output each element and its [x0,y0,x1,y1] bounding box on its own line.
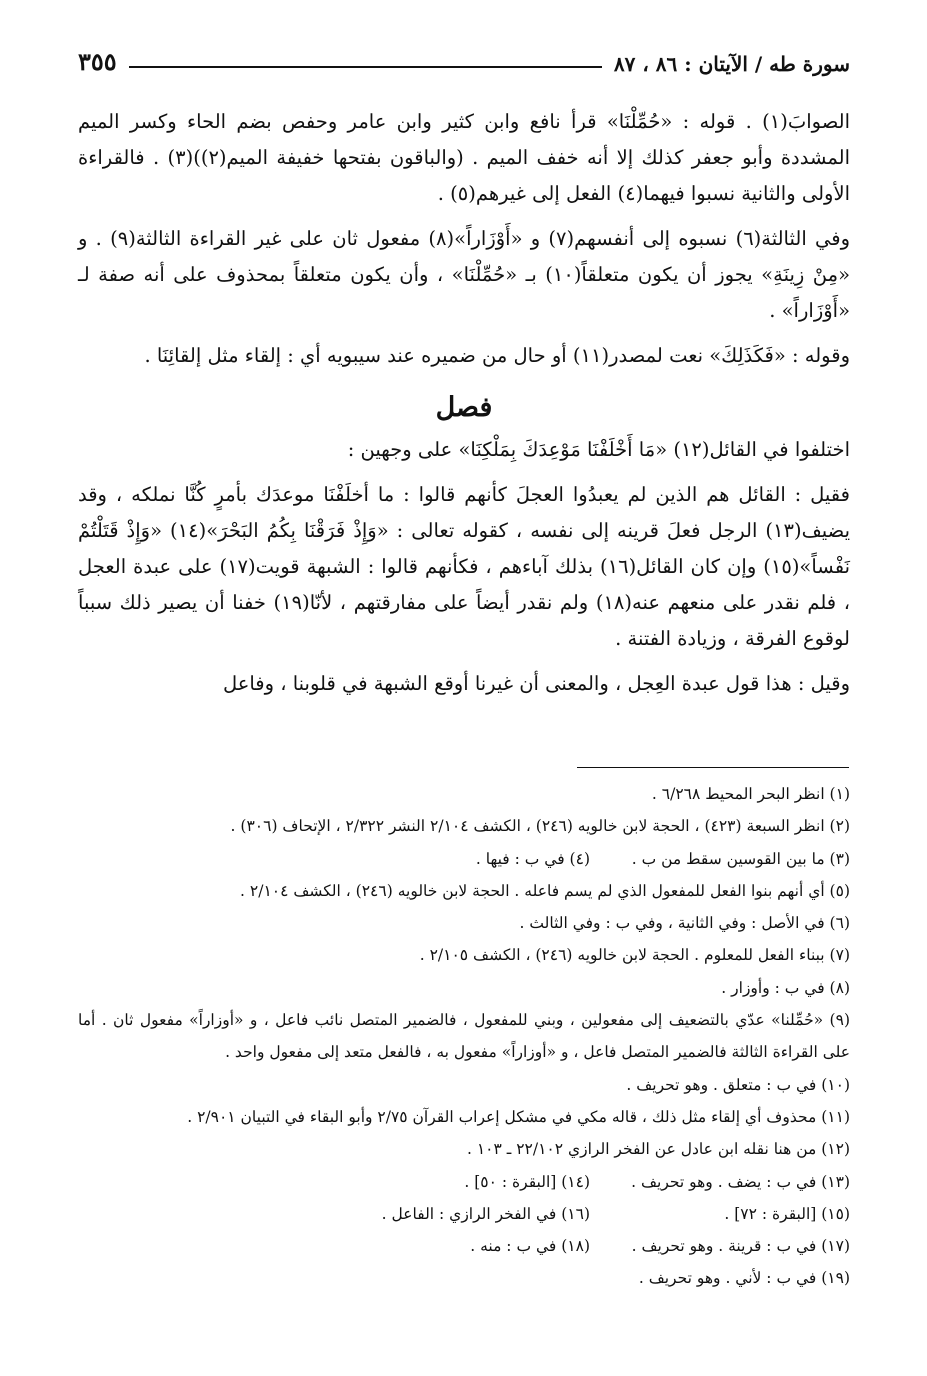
footnote: (١٧) في ب : قرينة . وهو تحريف . [631,1237,850,1256]
footnote: (٩) «حُمِّلنا» عدّي بالتضعيف إلى مفعولين ، وبني للمفعول ، فالضمير المتصل نائب فاعل ، و «أوزاراً» مفعول ثان . أما على القراءة الثالثة فالضمير المتصل فاعل ، و «أوزاراً» مفعول به ، فالفعل متعد إلى مفعول واحد . [78,1011,850,1062]
paragraph: وقيل : هذا قول عبدة العِجل ، والمعنى أن غيرنا أوقع الشبهة في قلوبنا ، وفاعل [222,672,850,695]
footnote-pair [78,1230,850,1262]
footnote: (١٣) في ب : يضف . وهو تحريف . [631,1172,850,1191]
footnote: (١٤) [البقرة : ٥٠] . [464,1172,590,1191]
footnote-pair [78,1166,850,1198]
footnote: (٧) ببناء الفعل للمعلوم . الحجة لابن خالويه (٢٤٦) ، الكشف ٢/١٠٥ . [419,946,850,965]
footnote: (٨) في ب : وأوزار . [721,978,850,997]
paragraph: فقيل : القائل هم الذين لم يعبدُوا العجلَ كأنهم قالوا : ما أخلَفْنَا موعدَك بأمرٍ كُنَّا نملكه ، وقد يضيف(١٣) الرجل فعلَ قرينه إلى نفسه ، كقوله تعالى : «وَإِذْ فَرَقْنَا بِكُمُ البَحْرَ»(١٤) «وَإِذْ قَتَلْتُمْ نَفْساً»(١٥) وإن كان القائل(١٦) بذلك آباءهم ، فكأنهم قالوا : الشبهة قويت(١٧) على عبدة العجل ، فلم نقدر على منعهم عنه(١٨) ولم نقدر أيضاً على مفارقتهم ، لأنّا(١٩) خفنا أن يصير ذلك سبباً لوقوع الفرقة ، وزيادة الفتنة . [78,483,850,650]
footnote: (٣) ما بين القوسين سقط من ب . [631,849,850,868]
footnote: (١) انظر البحر المحيط ٦/٢٦٨ . [651,785,850,803]
main-text [78,104,850,711]
footnotes [78,778,850,1295]
paragraph: الصوابَ(١) . قوله : «حُمِّلْنَا» قرأ نافع وابن كثير وابن عامر وحفص بضم الحاء وكسر الميم المشددة وأبو جعفر كذلك إلا أنه خفف الميم . (والباقون بفتحها خفيفة الميم(٢))(٣) . فالقراءة الأولى والثانية نسبوا فيهما(٤) الفعل إلى غيرهم(٥) . [78,110,850,205]
running-title: سورة طه / الآيتان : ٨٦ ، ٨٧ [613,52,850,76]
footnote-separator [577,767,849,768]
footnote: (١٠) في ب : متعلق . وهو تحريف . [626,1075,850,1094]
footnote: (١١) محذوف أي إلقاء مثل ذلك ، قاله مكي في مشكل إعراب القرآن ٢/٧٥ وأبو البقاء في التبيان ٢/٩٠١ . [187,1107,850,1126]
footnote: (٥) أي أنهم بنوا الفعل للمفعول الذي لم يسم فاعله . الحجة لابن خالويه (٢٤٦) ، الكشف ٢/١٠٤ . [240,881,850,900]
paragraph: اختلفوا في القائل(١٢) «مَا أَخْلَفْنَا مَوْعِدَكَ بِمَلْكِنَا» على وجهين : [347,438,850,461]
footnote: (٤) في ب : فيها . [475,849,590,868]
footnote: (١٢) من هنا نقله ابن عادل عن الفخر الرازي ٢٢/١٠٢ ـ ١٠٣ . [466,1140,850,1159]
footnote-pair [78,843,850,875]
footnote: (٦) في الأصل : وفي الثانية ، وفي ب : وفي الثالث . [519,914,850,933]
header-rule [129,66,602,68]
footnote: (١٦) في الفخر الرازي : الفاعل . [381,1204,590,1223]
page-number: ٣٥٥ [78,47,117,76]
footnote: (١٨) في ب : منه . [470,1237,590,1256]
footnote: (١٩) في ب : لأني . وهو تحريف . [638,1269,850,1288]
footnote: (١٥) [البقرة : ٧٢] . [724,1204,850,1223]
paragraph: وقوله : «فَكَذَلِكَ» نعت لمصدر(١١) أو حال من ضميره عند سيبويه أي : إلقاء مثل إلقائِنَا . [144,344,850,367]
footnote-pair [78,1198,850,1230]
page-header [78,42,850,76]
paragraph: وفي الثالثة(٦) نسبوه إلى أنفسهم(٧) و «أَوْزَاراً»(٨) مفعول ثان على غير القراءة الثالثة(٩) . و «مِنْ زِينَةِ» يجوز أن يكون متعلقاً(١٠) بـ «حُمِّلْنَا» ، وأن يكون متعلقاً بمحذوف على أنه صفة لـ «أَوْزَاراً» . [78,227,850,322]
footnote: (٢) انظر السبعة (٤٢٣) ، الحجة لابن خالويه (٢٤٦) ، الكشف ٢/١٠٤ النشر ٢/٣٢٢ ، الإتحاف (٣٠٦) . [230,817,850,836]
section-heading: فصل [435,392,493,423]
